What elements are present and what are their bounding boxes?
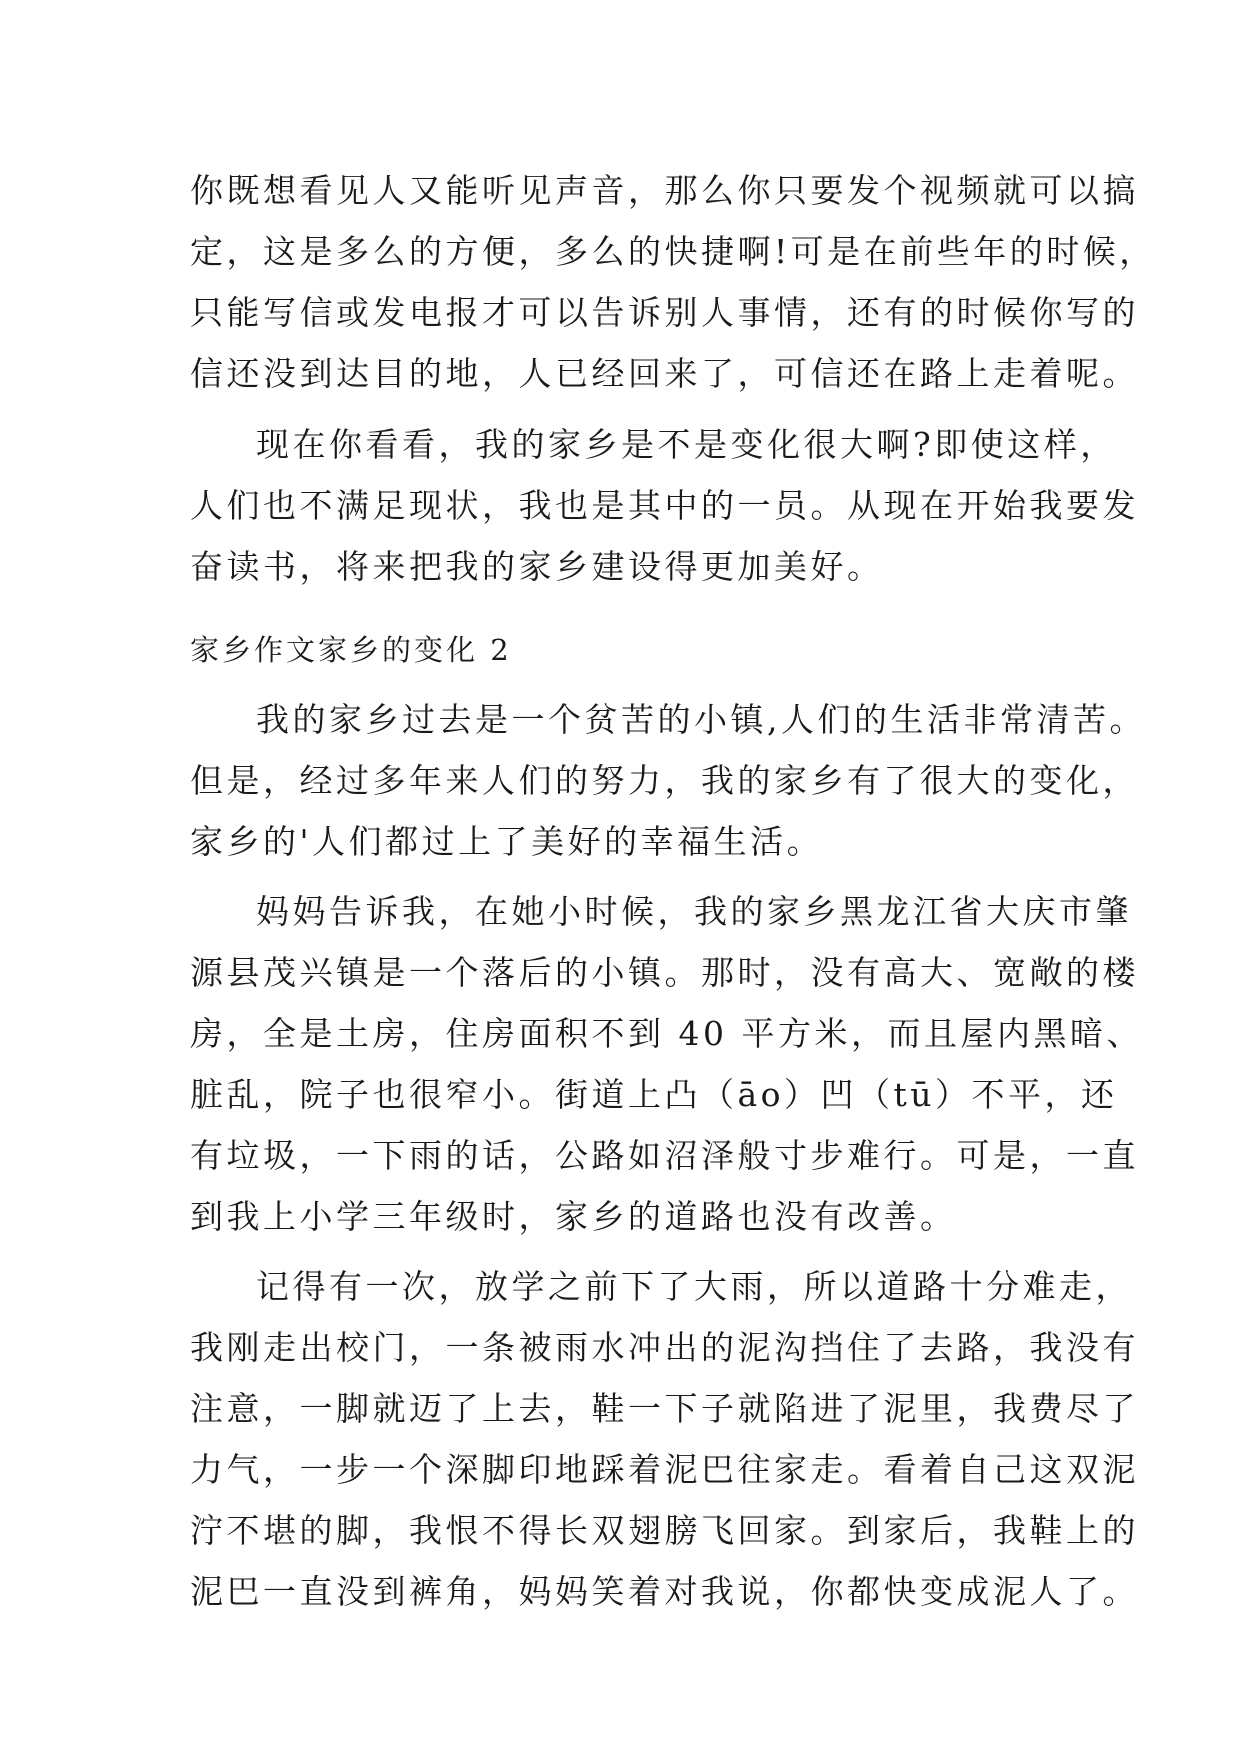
text-line: 家乡的'人们都过上了美好的幸福生活。 <box>190 822 824 861</box>
text-line: 有垃圾，一下雨的话，公路如沼泽般寸步难行。可是，一直 <box>190 1136 1139 1175</box>
text-line: 只能写信或发电报才可以告诉别人事情，还有的时候你写的 <box>190 293 1139 332</box>
text-line: 现在你看看，我的家乡是不是变化很大啊?即使这样， <box>256 425 1117 464</box>
text-line: 源县茂兴镇是一个落后的小镇。那时，没有高大、宽敞的楼 <box>190 953 1139 992</box>
text-line: 房，全是土房，住房面积不到 40 平方米，而且屋内黑暗、 <box>190 1014 1143 1053</box>
text-line: 注意，一脚就迈了上去，鞋一下子就陷进了泥里，我费尽了 <box>190 1389 1139 1428</box>
text-line: 力气，一步一个深脚印地踩着泥巴往家走。看着自己这双泥 <box>190 1450 1139 1489</box>
text-line: 但是，经过多年来人们的努力，我的家乡有了很大的变化， <box>190 761 1139 800</box>
text-line: 我刚走出校门，一条被雨水冲出的泥沟挡住了去路，我没有 <box>190 1328 1139 1367</box>
text-line: 泞不堪的脚，我恨不得长双翅膀飞回家。到家后，我鞋上的 <box>190 1511 1139 1550</box>
text-line: 奋读书，将来把我的家乡建设得更加美好。 <box>190 547 884 586</box>
text-line: 人们也不满足现状，我也是其中的一员。从现在开始我要发 <box>190 486 1139 525</box>
text-line: 到我上小学三年级时，家乡的道路也没有改善。 <box>190 1197 957 1236</box>
text-line: 你既想看见人又能听见声音，那么你只要发个视频就可以搞 <box>190 171 1139 210</box>
text-line: 脏乱，院子也很窄小。街道上凸（āo）凹（tū）不平，还 <box>190 1075 1118 1114</box>
text-line: 记得有一次，放学之前下了大雨，所以道路十分难走， <box>256 1267 1132 1306</box>
text-line: 信还没到达目的地，人已经回来了，可信还在路上走着呢。 <box>190 354 1139 393</box>
text-line: 定，这是多么的方便，多么的快捷啊!可是在前些年的时候， <box>190 232 1156 271</box>
text-line: 我的家乡过去是一个贫苦的小镇,人们的生活非常清苦。 <box>256 700 1146 739</box>
text-line: 妈妈告诉我，在她小时候，我的家乡黑龙江省大庆市肇 <box>256 892 1132 931</box>
section-heading: 家乡作文家乡的变化 2 <box>190 633 512 667</box>
text-line: 泥巴一直没到裤角，妈妈笑着对我说，你都快变成泥人了。 <box>190 1572 1139 1611</box>
